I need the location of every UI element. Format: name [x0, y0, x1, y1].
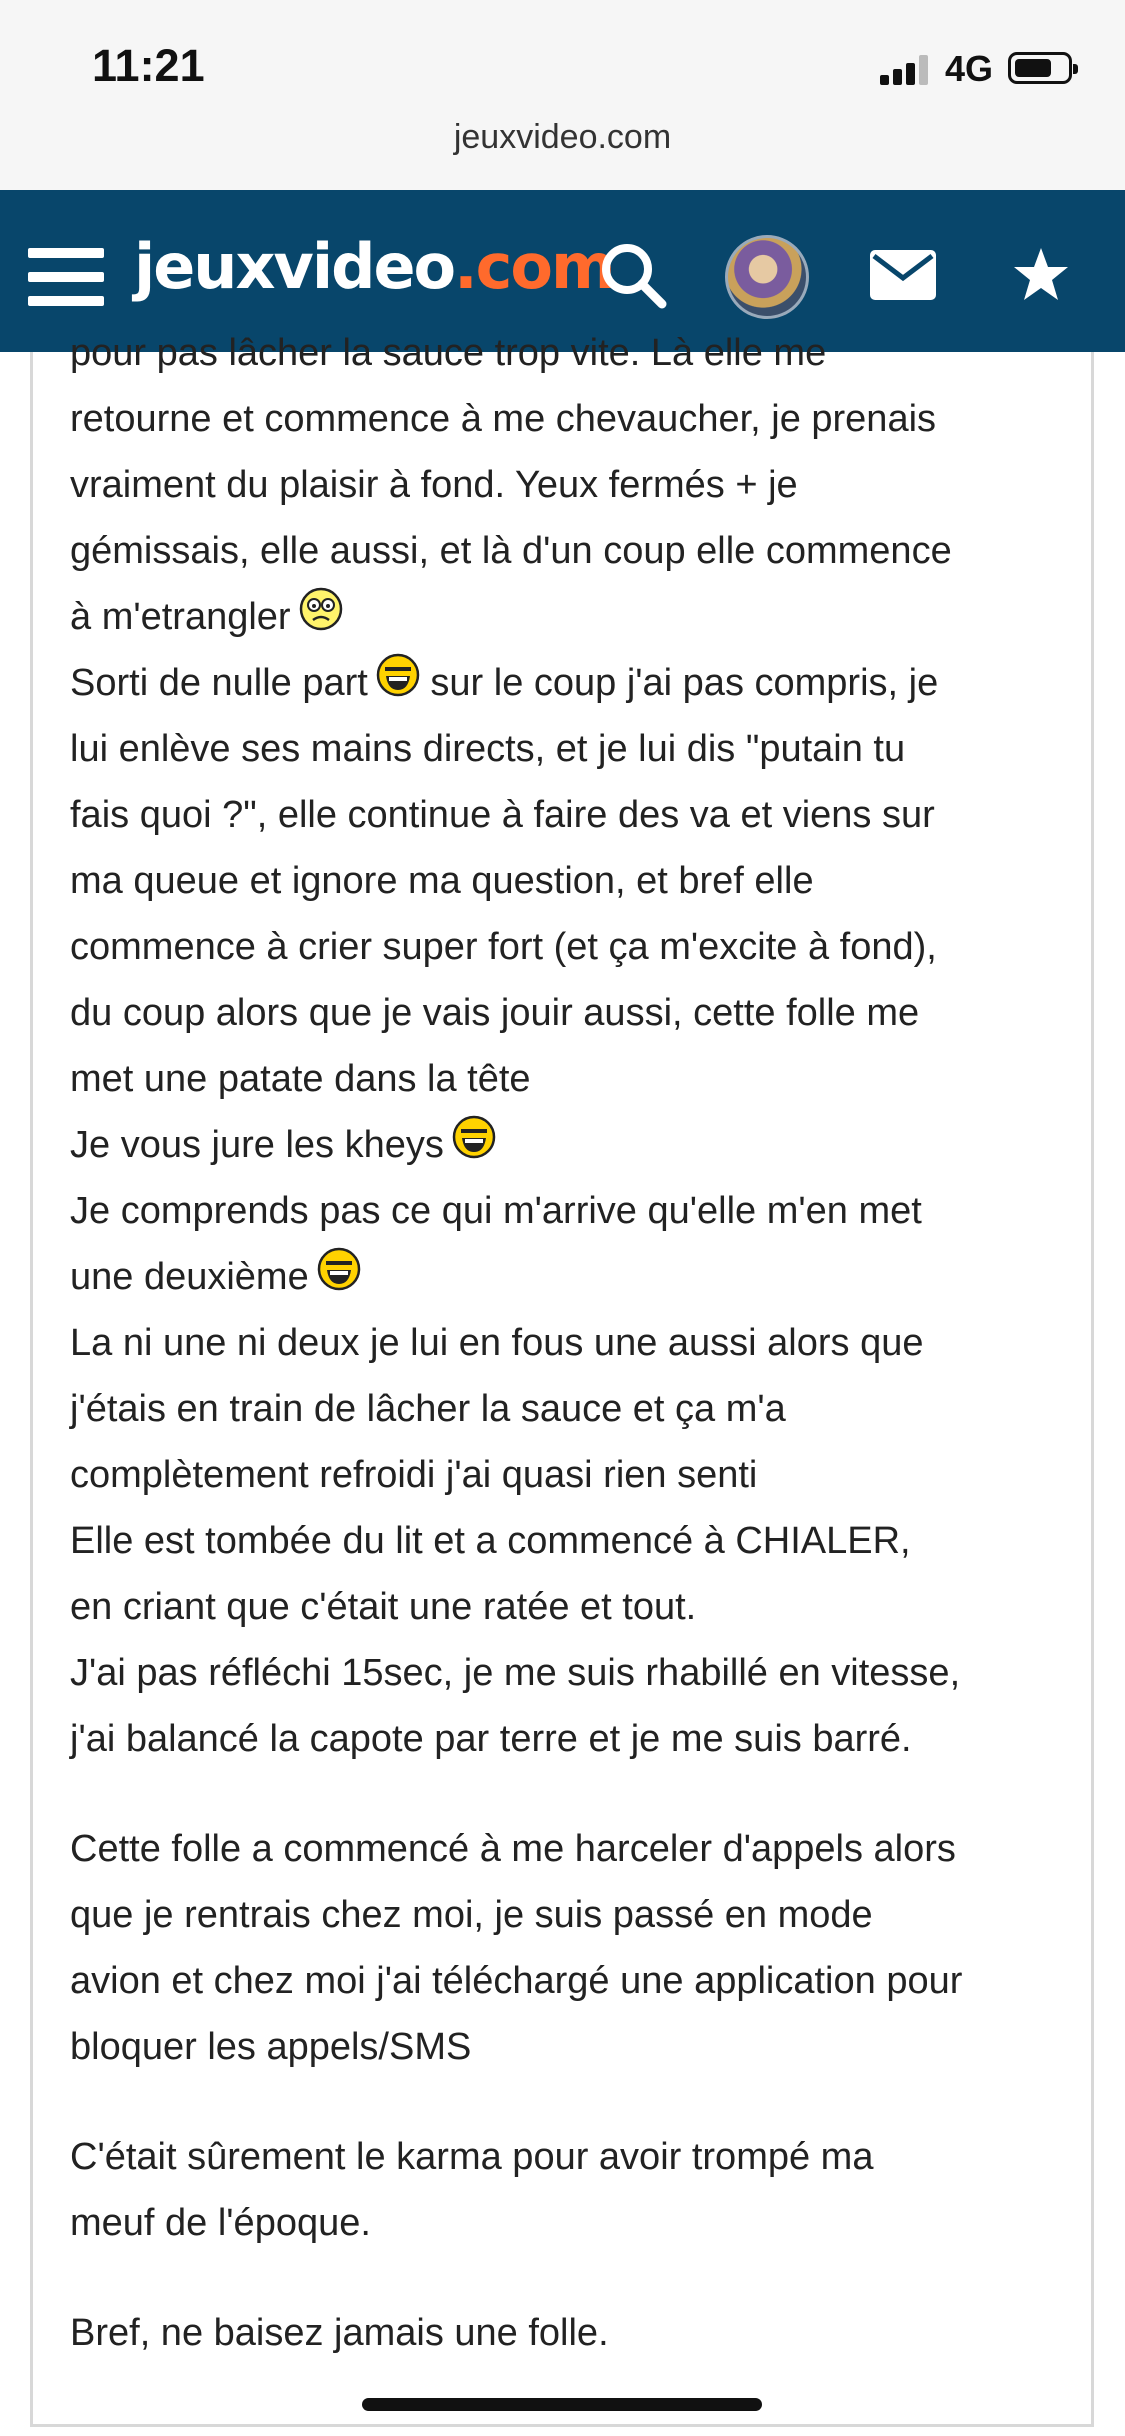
- clock: 11:21: [92, 40, 205, 91]
- home-indicator[interactable]: [362, 2398, 762, 2411]
- post-line: met une patate dans la tête: [70, 1058, 531, 1100]
- post-line: j'ai balancé la capote par terre et je me suis barré.: [70, 1718, 912, 1760]
- battery-icon: [1008, 52, 1072, 84]
- logo-main: jeuxvideo: [134, 230, 455, 303]
- post-line: retourne et commence à me chevaucher, je prenais: [70, 398, 937, 440]
- post-line: que je rentrais chez moi, je suis passé en mode: [70, 1894, 873, 1936]
- post-text: Je vous jure les kheys: [70, 1124, 444, 1166]
- post-line: meuf de l'époque.: [70, 2202, 371, 2244]
- logo-accent: .com: [454, 230, 614, 303]
- post-body: [70, 330, 1070, 2366]
- post-text: Sorti de nulle part: [70, 662, 368, 704]
- post-text: une deuxième: [70, 1256, 309, 1298]
- post-line: Cette folle a commencé à me harceler d'appels alors: [70, 1828, 956, 1870]
- post-line: La ni une ni deux je lui en fous une aussi alors que: [70, 1322, 924, 1364]
- post-line: fais quoi ?", elle continue à faire des va et viens sur: [70, 794, 935, 836]
- post-line: du coup alors que je vais jouir aussi, cette folle me: [70, 992, 920, 1034]
- status-bar: [0, 0, 1125, 190]
- site-logo[interactable]: [134, 230, 614, 303]
- network-label: 4G: [945, 48, 994, 89]
- post-line: [70, 1244, 1070, 1310]
- post-line: j'étais en train de lâcher la sauce et ça m'a: [70, 1388, 786, 1430]
- post-line: en criant que c'était une ratée et tout.: [70, 1586, 697, 1628]
- post-line: lui enlève ses mains directs, et je lui dis "putain tu: [70, 728, 906, 770]
- post-line: C'était sûrement le karma pour avoir trompé ma: [70, 2136, 874, 2178]
- search-icon[interactable]: [598, 240, 668, 310]
- post-line: pour pas lâcher la sauce trop vite. Là elle me: [70, 332, 827, 374]
- post-text: à m'etrangler: [70, 596, 291, 638]
- post-line: [70, 1112, 1070, 1178]
- post-line: complètement refroidi j'ai quasi rien senti: [70, 1454, 758, 1496]
- post-line: commence à crier super fort (et ça m'excite à fond),: [70, 926, 937, 968]
- avatar[interactable]: [725, 235, 809, 319]
- post-line: vraiment du plaisir à fond. Yeux fermés + je: [70, 464, 798, 506]
- post-line: Elle est tombée du lit et a commencé à CHIALER,: [70, 1520, 911, 1562]
- post-text: sur le coup j'ai pas compris, je: [430, 662, 939, 704]
- post-line: avion et chez moi j'ai téléchargé une application pour: [70, 1960, 963, 2002]
- laughing-smiley-icon: [317, 1247, 361, 1291]
- post-line: J'ai pas réfléchi 15sec, je me suis rhabillé en vitesse,: [70, 1652, 961, 1694]
- post-line: bloquer les appels/SMS: [70, 2026, 472, 2068]
- signal-icon: [880, 55, 932, 85]
- worried-smiley-icon: [299, 587, 343, 631]
- post-line: [70, 584, 1070, 650]
- menu-icon[interactable]: [28, 248, 104, 306]
- post-line: [70, 650, 1070, 716]
- post-line: ma queue et ignore ma question, et bref elle: [70, 860, 814, 902]
- url-bar[interactable]: jeuxvideo.com: [453, 118, 672, 156]
- star-icon[interactable]: [1012, 246, 1070, 304]
- mail-icon[interactable]: [870, 250, 936, 300]
- post-line: gémissais, elle aussi, et là d'un coup elle commence: [70, 530, 952, 572]
- laughing-smiley-icon: [452, 1115, 496, 1159]
- post-line: Bref, ne baisez jamais une folle.: [70, 2312, 609, 2354]
- laughing-smiley-icon: [376, 653, 420, 697]
- post-line: Je comprends pas ce qui m'arrive qu'elle m'en met: [70, 1190, 922, 1232]
